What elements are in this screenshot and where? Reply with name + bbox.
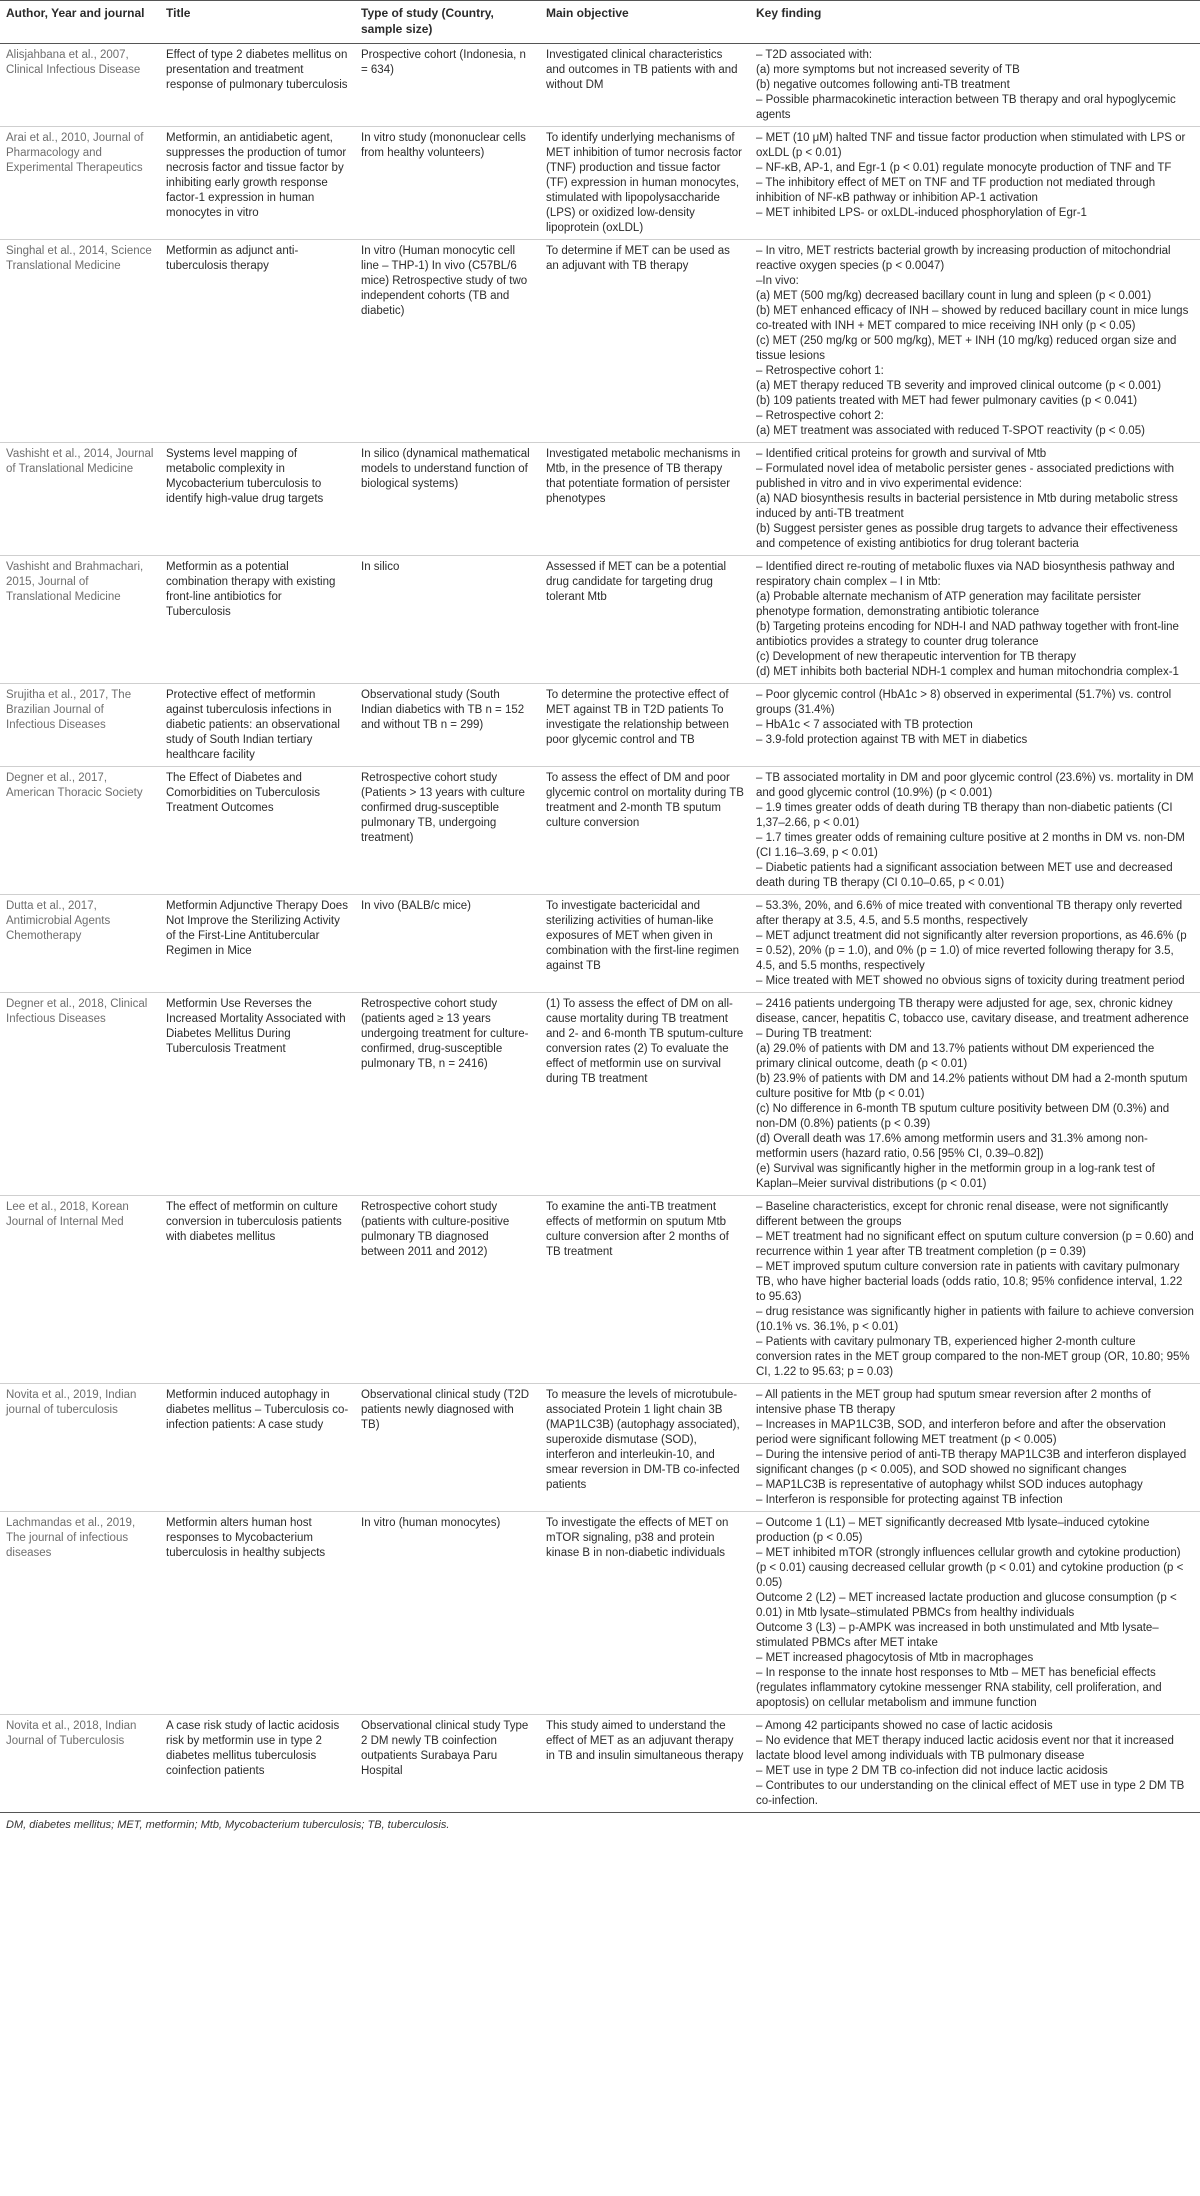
finding-line: – Formulated novel idea of metabolic persister genes - associated predictions with published in vitro and in vivo experimental evidence: <box>756 463 1175 490</box>
finding-line: – MET adjunct treatment did not significantly alter reversion proportions, as 46.6% (p = 0.52), 20% (p = 1.0), and 0% (p = 1.0) of mice reverted following therapy for 3.5, 4.5, and 5.5 months, respectively <box>756 930 1187 972</box>
table-body <box>0 44 1200 1813</box>
finding-line: (b) 23.9% of patients with DM and 14.2% patients without DM had a 2-month sputum culture positive for Mtb (p < 0.01) <box>756 1073 1188 1100</box>
cell-findings <box>750 1512 1200 1715</box>
header-title: Title <box>160 1 355 44</box>
finding-line: – NF-κB, AP-1, and Egr-1 (p < 0.01) regulate monocyte production of TNF and TF <box>756 162 1172 174</box>
cell-objective: To investigate bactericidal and sterilizing activities of human-like exposures of MET when given in combination with the first-line regimen against TB <box>540 895 750 993</box>
cell-title: The effect of metformin on culture conversion in tuberculosis patients with diabetes mellitus <box>160 1196 355 1384</box>
finding-line: – T2D associated with: <box>756 49 873 61</box>
finding-line: (d) MET inhibits both bacterial NDH-1 complex and human mitochondria complex-1 <box>756 666 1179 678</box>
cell-findings <box>750 443 1200 556</box>
cell-objective: To identify underlying mechanisms of MET inhibition of tumor necrosis factor (TNF) production and tissue factor (TF) expression in human monocytes, stimulated with lipopolysaccharide (LPS) or oxidized low-density lipoprotein (oxLDL) <box>540 127 750 240</box>
cell-title: A case risk study of lactic acidosis risk by metformin use in type 2 diabetes mellitus tuberculosis coinfection patients <box>160 1715 355 1813</box>
table-row <box>0 767 1200 895</box>
finding-line: – MET use in type 2 DM TB co-infection did not induce lactic acidosis <box>756 1765 1108 1777</box>
cell-objective: To investigate the effects of MET on mTOR signaling, p38 and protein kinase B in non-diabetic individuals <box>540 1512 750 1715</box>
table-row <box>0 1512 1200 1715</box>
cell-type: Retrospective cohort study (patients with culture-positive pulmonary TB diagnosed between 2011 and 2012) <box>355 1196 540 1384</box>
finding-line: (d) Overall death was 17.6% among metformin users and 31.3% among non-metformin users (hazard ratio, 0.56 [95% CI, 0.39–0.82]) <box>756 1133 1148 1160</box>
header-objective: Main objective <box>540 1 750 44</box>
cell-type: Observational clinical study (T2D patients newly diagnosed with TB) <box>355 1384 540 1512</box>
cell-findings <box>750 44 1200 127</box>
finding-line: – drug resistance was significantly higher in patients with failure to achieve conversion (10.1% vs. 36.1%, p < 0.01) <box>756 1306 1194 1333</box>
cell-title: Metformin alters human host responses to Mycobacterium tuberculosis in healthy subjects <box>160 1512 355 1715</box>
finding-line: – Mice treated with MET showed no obvious signs of toxicity during treatment period <box>756 975 1185 987</box>
finding-line: – In response to the innate host responses to Mtb – MET has beneficial effects (regulates inflammatory cytokine messenger RNA stability, cell proliferation, and apoptosis) on cellular metabolism and immune function <box>756 1667 1162 1709</box>
cell-title: The Effect of Diabetes and Comorbidities on Tuberculosis Treatment Outcomes <box>160 767 355 895</box>
cell-type: Retrospective cohort study (patients aged ≥ 13 years undergoing treatment for culture-confirmed, drug-susceptible pulmonary TB, n = 2416) <box>355 993 540 1196</box>
cell-author: Alisjahbana et al., 2007, Clinical Infectious Disease <box>0 44 160 127</box>
finding-line: – Poor glycemic control (HbA1c > 8) observed in experimental (51.7%) vs. control groups (31.4%) <box>756 689 1172 716</box>
finding-line: – TB associated mortality in DM and poor glycemic control (23.6%) vs. mortality in DM and good glycemic control (10.9%) (p < 0.001) <box>756 772 1194 799</box>
finding-line: – During the intensive period of anti-TB therapy MAP1LC3B and interferon displayed significant changes (p < 0.005), and SOD showed no significant changes <box>756 1449 1187 1476</box>
cell-findings <box>750 767 1200 895</box>
cell-title: Protective effect of metformin against tuberculosis infections in diabetic patients: an observational study of South Indian tertiary healthcare facility <box>160 684 355 767</box>
cell-title: Metformin Use Reverses the Increased Mortality Associated with Diabetes Mellitus During Tuberculosis Treatment <box>160 993 355 1196</box>
finding-line: – HbA1c < 7 associated with TB protection <box>756 719 973 731</box>
finding-line: (b) Suggest persister genes as possible drug targets to advance their effectiveness and competence of existing antibiotics for drug tolerant bacteria <box>756 523 1178 550</box>
cell-objective: Investigated clinical characteristics and outcomes in TB patients with and without DM <box>540 44 750 127</box>
cell-author: Srujitha et al., 2017, The Brazilian Journal of Infectious Diseases <box>0 684 160 767</box>
cell-findings <box>750 684 1200 767</box>
cell-type: In vitro (human monocytes) <box>355 1512 540 1715</box>
table-row <box>0 1715 1200 1813</box>
finding-line: – Identified critical proteins for growth and survival of Mtb <box>756 448 1047 460</box>
cell-type: In vitro (Human monocytic cell line – THP-1) In vivo (C57BL/6 mice) Retrospective study of two independent cohorts (TB and diabetic) <box>355 240 540 443</box>
finding-line: (c) MET (250 mg/kg or 500 mg/kg), MET + INH (10 mg/kg) reduced organ size and tissue lesions <box>756 335 1177 362</box>
finding-line: – MAP1LC3B is representative of autophagy whilst SOD induces autophagy <box>756 1479 1143 1491</box>
cell-objective: Assessed if MET can be a potential drug candidate for targeting drug tolerant Mtb <box>540 556 750 684</box>
finding-line: (a) 29.0% of patients with DM and 13.7% patients without DM experienced the primary clinical outcome, death (p < 0.01) <box>756 1043 1155 1070</box>
finding-line: – Patients with cavitary pulmonary TB, experienced higher 2-month culture conversion rates in the MET group compared to the non-MET group (OR, 10.80; 95% CI, 1.22 to 95.63; p = 0.03) <box>756 1336 1190 1378</box>
cell-objective: This study aimed to understand the effect of MET as an adjuvant therapy in TB and insulin simultaneous therapy <box>540 1715 750 1813</box>
finding-line: – Possible pharmacokinetic interaction between TB therapy and oral hypoglycemic agents <box>756 94 1176 121</box>
cell-author: Lachmandas et al., 2019, The journal of infectious diseases <box>0 1512 160 1715</box>
table-row <box>0 993 1200 1196</box>
finding-line: – MET treatment had no significant effect on sputum culture conversion (p = 0.60) and recurrence within 1 year after TB treatment completion (p = 0.39) <box>756 1231 1194 1258</box>
cell-objective: To determine the protective effect of MET against TB in T2D patients To investigate the relationship between poor glycemic control and TB <box>540 684 750 767</box>
finding-line: – 3.9-fold protection against TB with MET in diabetics <box>756 734 1028 746</box>
table-row <box>0 443 1200 556</box>
finding-line: – Outcome 1 (L1) – MET significantly decreased Mtb lysate–induced cytokine production (p < 0.05) <box>756 1517 1150 1544</box>
table-row <box>0 684 1200 767</box>
finding-line: (c) Development of new therapeutic intervention for TB therapy <box>756 651 1077 663</box>
cell-objective: To examine the anti-TB treatment effects of metformin on sputum Mtb culture conversion after 2 months of TB treatment <box>540 1196 750 1384</box>
finding-line: – MET (10 μM) halted TNF and tissue factor production when stimulated with LPS or oxLDL (p < 0.01) <box>756 132 1186 159</box>
cell-title: Metformin as adjunct anti-tuberculosis therapy <box>160 240 355 443</box>
finding-line: – Increases in MAP1LC3B, SOD, and interferon before and after the observation period were significant following MET treatment (p < 0.005) <box>756 1419 1166 1446</box>
finding-line: – The inhibitory effect of MET on TNF and TF production not mediated through inhibition of NF-κB pathway or inhibition AP-1 activation <box>756 177 1156 204</box>
finding-line: (b) negative outcomes following anti-TB treatment <box>756 79 1010 91</box>
cell-findings <box>750 1715 1200 1813</box>
table-row <box>0 127 1200 240</box>
finding-line: (a) NAD biosynthesis results in bacterial persistence in Mtb during metabolic stress induced by anti-TB treatment <box>756 493 1178 520</box>
cell-author: Vashisht et al., 2014, Journal of Translational Medicine <box>0 443 160 556</box>
finding-line: (b) Targeting proteins encoding for NDH-I and NAD pathway together with front-line antibiotics provides a strategy to counter drug tolerance <box>756 621 1179 648</box>
cell-objective: To determine if MET can be used as an adjuvant with TB therapy <box>540 240 750 443</box>
header-author: Author, Year and journal <box>0 1 160 44</box>
finding-line: (a) MET treatment was associated with reduced T-SPOT reactivity (p < 0.05) <box>756 425 1145 437</box>
header-row <box>0 1 1200 44</box>
cell-type: In silico <box>355 556 540 684</box>
finding-line: – No evidence that MET therapy induced lactic acidosis event nor that it increased lactate blood level among individuals with TB pulmonary disease <box>756 1735 1174 1762</box>
cell-findings <box>750 127 1200 240</box>
cell-title: Effect of type 2 diabetes mellitus on presentation and treatment response of pulmonary tuberculosis <box>160 44 355 127</box>
finding-line: – MET increased phagocytosis of Mtb in macrophages <box>756 1652 1034 1664</box>
cell-author: Singhal et al., 2014, Science Translational Medicine <box>0 240 160 443</box>
finding-line: (a) MET therapy reduced TB severity and improved clinical outcome (p < 0.001) <box>756 380 1162 392</box>
cell-author: Lee et al., 2018, Korean Journal of Internal Med <box>0 1196 160 1384</box>
finding-line: – MET inhibited mTOR (strongly influences cellular growth and cytokine production) (p < 0.01) causing decreased cellular growth (p < 0.01) and cytokine production (p < 0.05) <box>756 1547 1184 1589</box>
cell-author: Dutta et al., 2017, Antimicrobial Agents Chemotherapy <box>0 895 160 993</box>
header-type: Type of study (Country, sample size) <box>355 1 540 44</box>
finding-line: – Baseline characteristics, except for chronic renal disease, were not significantly different between the groups <box>756 1201 1169 1228</box>
cell-findings <box>750 1196 1200 1384</box>
cell-findings <box>750 993 1200 1196</box>
cell-title: Metformin as a potential combination therapy with existing front-line antibiotics for Tuberculosis <box>160 556 355 684</box>
cell-objective: To measure the levels of microtubule-associated Protein 1 light chain 3B (MAP1LC3B) (autophagy associated), superoxide dismutase (SOD), interferon and interleukin-10, and smear reversion in DM-TB co-infected patients <box>540 1384 750 1512</box>
finding-line: – 53.3%, 20%, and 6.6% of mice treated with conventional TB therapy only reverted after therapy at 3.5, 4.5, and 5.5 months, respectively <box>756 900 1183 927</box>
finding-line: (b) MET enhanced efficacy of INH – showed by reduced bacillary count in mice lungs co-treated with INH + MET compared to mice receiving INH only (p < 0.05) <box>756 305 1189 332</box>
cell-author: Degner et al., 2017, American Thoracic Society <box>0 767 160 895</box>
cell-findings <box>750 556 1200 684</box>
finding-line: – Retrospective cohort 1: <box>756 365 884 377</box>
cell-author: Arai et al., 2010, Journal of Pharmacology and Experimental Therapeutics <box>0 127 160 240</box>
cell-type: In vivo (BALB/c mice) <box>355 895 540 993</box>
finding-line: – 1.9 times greater odds of death during TB therapy than non-diabetic patients (CI 1,37–2.66, p < 0.01) <box>756 802 1173 829</box>
finding-line: (a) more symptoms but not increased severity of TB <box>756 64 1020 76</box>
cell-type: In vitro study (mononuclear cells from healthy volunteers) <box>355 127 540 240</box>
finding-line: – Diabetic patients had a significant association between MET use and decreased death during TB therapy (CI 0.10–0.65, p < 0.01) <box>756 862 1173 889</box>
cell-title: Metformin induced autophagy in diabetes mellitus – Tuberculosis co-infection patients: A case study <box>160 1384 355 1512</box>
cell-type: Observational clinical study Type 2 DM newly TB coinfection outpatients Surabaya Paru Hospital <box>355 1715 540 1813</box>
finding-line: – MET inhibited LPS- or oxLDL-induced phosphorylation of Egr-1 <box>756 207 1087 219</box>
finding-line: – During TB treatment: <box>756 1028 873 1040</box>
finding-line: (b) 109 patients treated with MET had fewer pulmonary cavities (p < 0.041) <box>756 395 1138 407</box>
table-row <box>0 556 1200 684</box>
cell-author: Degner et al., 2018, Clinical Infectious Diseases <box>0 993 160 1196</box>
table-row <box>0 1196 1200 1384</box>
finding-line: Outcome 2 (L2) – MET increased lactate production and glucose consumption (p < 0.01) in Mtb lysate–stimulated PBMCs from healthy individuals <box>756 1592 1177 1619</box>
table-row <box>0 240 1200 443</box>
finding-line: (c) No difference in 6-month TB sputum culture positivity between DM (0.3%) and non-DM (0.8%) patients (p < 0.39) <box>756 1103 1170 1130</box>
finding-line: (e) Survival was significantly higher in the metformin group in a log-rank test of Kaplan–Meier survival distributions (p < 0.01) <box>756 1163 1155 1190</box>
cell-author: Novita et al., 2019, Indian journal of tuberculosis <box>0 1384 160 1512</box>
finding-line: – Interferon is responsible for protecting against TB infection <box>756 1494 1063 1506</box>
finding-line: – Retrospective cohort 2: <box>756 410 884 422</box>
cell-type: In silico (dynamical mathematical models to understand function of biological systems) <box>355 443 540 556</box>
finding-line: – In vitro, MET restricts bacterial growth by increasing production of mitochondrial reactive oxygen species (p < 0.0047) <box>756 245 1171 272</box>
cell-title: Metformin, an antidiabetic agent, suppresses the production of tumor necrosis factor and tissue factor by inhibiting early growth response factor-1 expression in human monocytes in vitro <box>160 127 355 240</box>
finding-line: – Identified direct re-routing of metabolic fluxes via NAD biosynthesis pathway and respiratory chain complex – I in Mtb: <box>756 561 1175 588</box>
finding-line: – MET improved sputum culture conversion rate in patients with cavitary pulmonary TB, who have higher bacterial loads (odds ratio, 10.8; 95% confidence interval, 1.22 to 95.63) <box>756 1261 1183 1303</box>
cell-author: Vashisht and Brahmachari, 2015, Journal of Translational Medicine <box>0 556 160 684</box>
cell-type: Prospective cohort (Indonesia, n = 634) <box>355 44 540 127</box>
cell-objective: Investigated metabolic mechanisms in Mtb, in the presence of TB therapy that potentiate formation of persister phenotypes <box>540 443 750 556</box>
finding-line: – Contributes to our understanding on the clinical effect of MET use in type 2 DM TB co-infection. <box>756 1780 1185 1807</box>
cell-author: Novita et al., 2018, Indian Journal of Tuberculosis <box>0 1715 160 1813</box>
cell-findings <box>750 895 1200 993</box>
cell-type: Retrospective cohort study (Patients > 13 years with culture confirmed drug-susceptible pulmonary TB, undergoing treatment) <box>355 767 540 895</box>
cell-objective: (1) To assess the effect of DM on all-cause mortality during TB treatment and 2- and 6-month TB sputum-culture conversion rates (2) To evaluate the effect of metformin use on survival during TB treatment <box>540 993 750 1196</box>
finding-line: – 2416 patients undergoing TB therapy were adjusted for age, sex, chronic kidney disease, cancer, hepatitis C, tobacco use, cavitary disease, and treatment adherence <box>756 998 1189 1025</box>
finding-line: – All patients in the MET group had sputum smear reversion after 2 months of intensive phase TB therapy <box>756 1389 1151 1416</box>
cell-type: Observational study (South Indian diabetics with TB n = 152 and without TB n = 299) <box>355 684 540 767</box>
header-finding: Key finding <box>750 1 1200 44</box>
cell-findings <box>750 1384 1200 1512</box>
finding-line: – Among 42 participants showed no case of lactic acidosis <box>756 1720 1053 1732</box>
cell-title: Metformin Adjunctive Therapy Does Not Improve the Sterilizing Activity of the First-Line Antitubercular Regimen in Mice <box>160 895 355 993</box>
finding-line: – 1.7 times greater odds of remaining culture positive at 2 months in DM vs. non-DM (CI 1.16–3.69, p < 0.01) <box>756 832 1185 859</box>
cell-findings <box>750 240 1200 443</box>
table-footnote: DM, diabetes mellitus; MET, metformin; Mtb, Mycobacterium tuberculosis; TB, tuberculosis. <box>6 1819 450 1831</box>
table-row <box>0 1384 1200 1512</box>
finding-line: –In vivo: <box>756 275 799 287</box>
finding-line: (a) MET (500 mg/kg) decreased bacillary count in lung and spleen (p < 0.001) <box>756 290 1152 302</box>
finding-line: (a) Probable alternate mechanism of ATP generation may facilitate persister phenotype formation, demonstrating antibiotic tolerance <box>756 591 1142 618</box>
table-row <box>0 895 1200 993</box>
cell-title: Systems level mapping of metabolic complexity in Mycobacterium tuberculosis to identify high-value drug targets <box>160 443 355 556</box>
finding-line: Outcome 3 (L3) – p-AMPK was increased in both unstimulated and Mtb lysate–stimulated PBMCs after MET intake <box>756 1622 1159 1649</box>
table-row <box>0 44 1200 127</box>
cell-objective: To assess the effect of DM and poor glycemic control on mortality during TB treatment and 2-month TB sputum culture conversion <box>540 767 750 895</box>
